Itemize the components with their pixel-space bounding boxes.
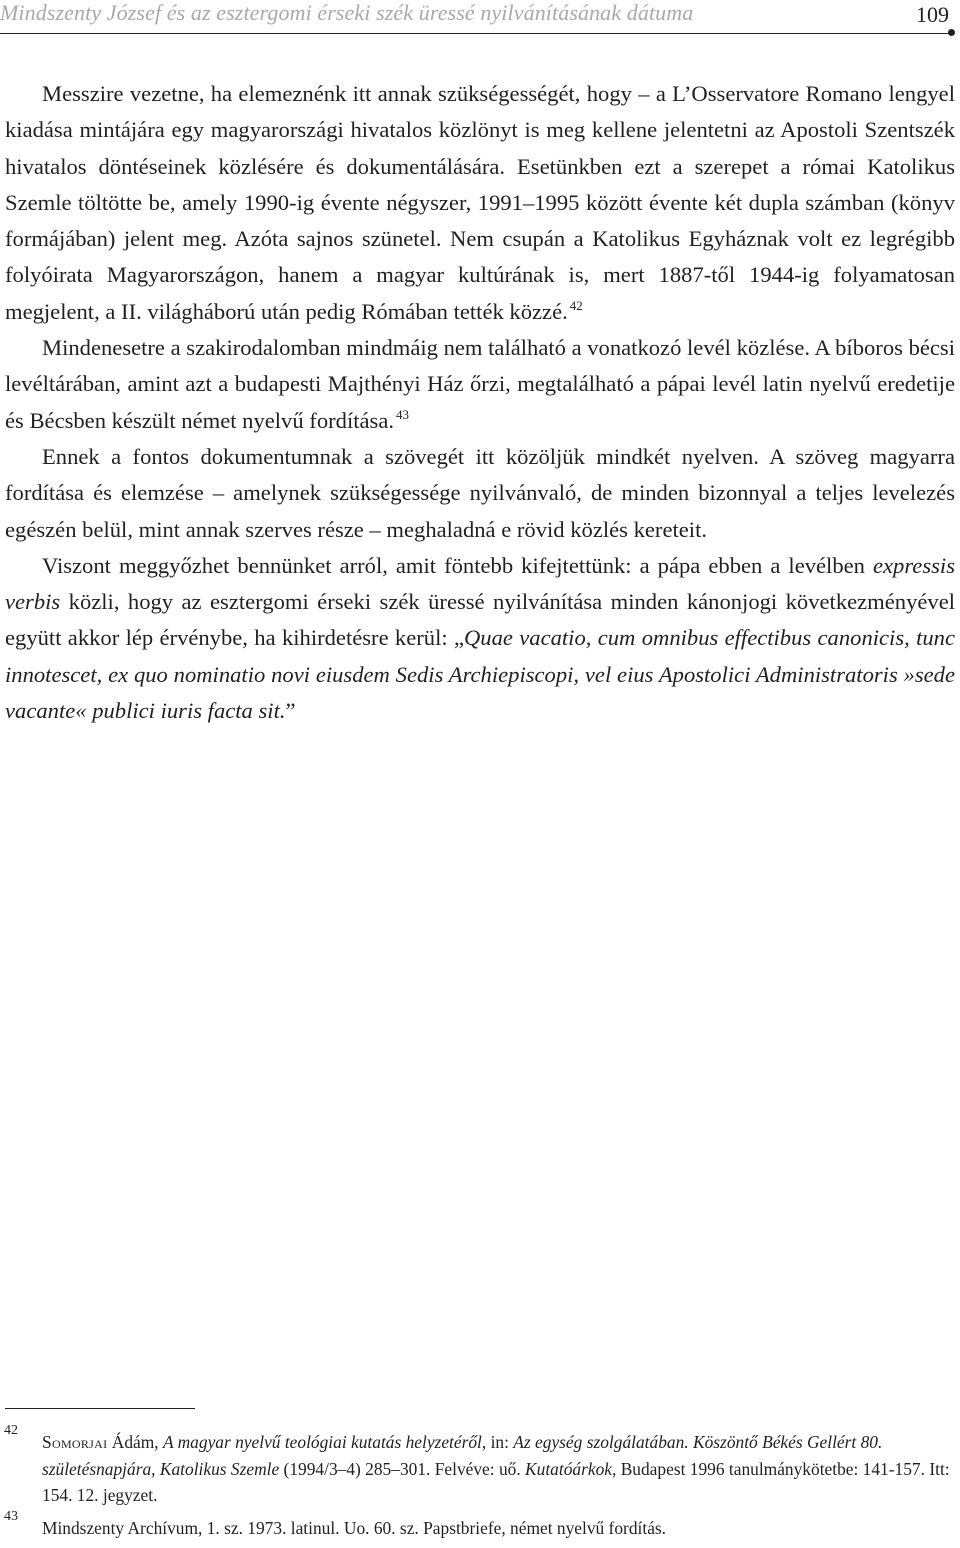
paragraph-2-text: Mindenesetre a szakirodalomban mindmáig nem található a vonatkozó levél közlése. A bíboros bécsi levéltárában, amint azt a budapesti Majthényi Ház őrzi, megtalálható a pápai levél latin nyelvű eredetije és Bécsben készült német nyelvű fordítása. — [5, 335, 955, 433]
footnote-separator — [5, 1408, 195, 1409]
body-text — [5, 76, 955, 729]
footnote-number: 43 — [4, 1508, 18, 1524]
footnote-text: in: — [486, 1432, 514, 1452]
header-rule-dot — [948, 29, 955, 36]
paragraph-4-italic-phrase: expressis verbis — [5, 552, 955, 615]
footnotes — [0, 1423, 955, 1547]
page-number: 109 — [916, 2, 949, 27]
footnote-ref-42[interactable]: 42 — [569, 297, 583, 313]
footnote-42 — [0, 1423, 955, 1509]
footnote-italic-title: Kutatóárkok, — [525, 1458, 617, 1479]
footnote-number: 42 — [4, 1423, 18, 1438]
paragraph-1 — [5, 76, 955, 330]
running-head — [0, 0, 955, 34]
latin-quotation: Quae vacatio, cum omnibus effectibus canonicis, tunc innotescet, ex quo nominatio novi eiusdem Sedis Archiepiscopi, vel eius Apostolici Administratoris »sede vacante« publici iuris facta sit. — [5, 625, 955, 724]
paragraph-4 — [5, 548, 955, 729]
paragraph-4-text-1: Viszont meggyőzhet bennünket arról, amit föntebb kifejtettünk: a pápa ebben a levélben — [42, 552, 873, 578]
footnote-text: Budapest 1996 tanulmánykötetbe: 141-157. Itt: 154. 12. jegyzet. — [42, 1458, 950, 1506]
footnote-43 — [0, 1508, 955, 1542]
paragraph-2 — [5, 330, 955, 439]
footnote-ref-43[interactable]: 43 — [396, 406, 409, 422]
footnote-italic-title: Az egység szolgálatában. Köszöntő Békés Gellért 80. születésnapjára, Katolikus Szemle — [42, 1432, 883, 1479]
footnote-text: Ádám, — [107, 1432, 163, 1452]
header-rule — [0, 33, 952, 34]
footnote-italic-title: A magyar nyelvű teológiai kutatás helyzetéről, — [162, 1432, 487, 1452]
running-head-title: Mindszenty József és az esztergomi érseki szék üressé nyilvánításának dátuma — [0, 0, 694, 25]
footnote-text: (1994/3–4) 285–301. Felvéve: uő. — [279, 1458, 526, 1479]
paragraph-1-text: Messzire vezetne, ha elemeznénk itt annak szükségességét, hogy – a L’Osservatore Romano lengyel kiadása mintájára egy magyarországi hivatalos közlönyt is meg kellene jelentetni az Apostoli Szentszék hivatalos döntéseinek közlésére és dokumentálására. Esetünkben ezt a szerepet a római Katolikus Szemle töltötte be, amely 1990-ig évente négyszer, 1991–1995 között évente két dupla számban (könyv formájában) jelent meg. Azóta sajnos szünetel. Nem csupán a Katolikus Egyháznak volt ez legrégibb folyóirata Magyarországon, hanem a magyar kultúrának is, mert 1887-től 1944-ig folyamatosan megjelent, a II. világháború után pedig Rómában tették közzé. — [5, 81, 955, 324]
paragraph-3: Ennek a fontos dokumentumnak a szövegét itt közöljük mindkét nyelven. A szöveg magyarra fordítása és elemzése – amelynek szükségessége nyilvánvaló, de minden bizonnyal a teljes levelezés egészén belül, mint annak szerves része – meghaladná e rövid közlés kereteit. — [5, 443, 955, 542]
footnote-text: Mindszenty Archívum, 1. sz. 1973. latinul. Uo. 60. sz. Papstbriefe, német nyelvű fordítás. — [42, 1517, 667, 1538]
paragraph-4-text-2: közli, hogy az esztergomi érseki szék üressé nyilvánítása minden kánonjogi következményével együtt akkor lép érvénybe, ha kihirdetésre kerül: „ — [5, 589, 955, 651]
paragraph-4-text-3: ” — [285, 698, 296, 724]
footnote-author: Somorjai — [42, 1432, 108, 1452]
